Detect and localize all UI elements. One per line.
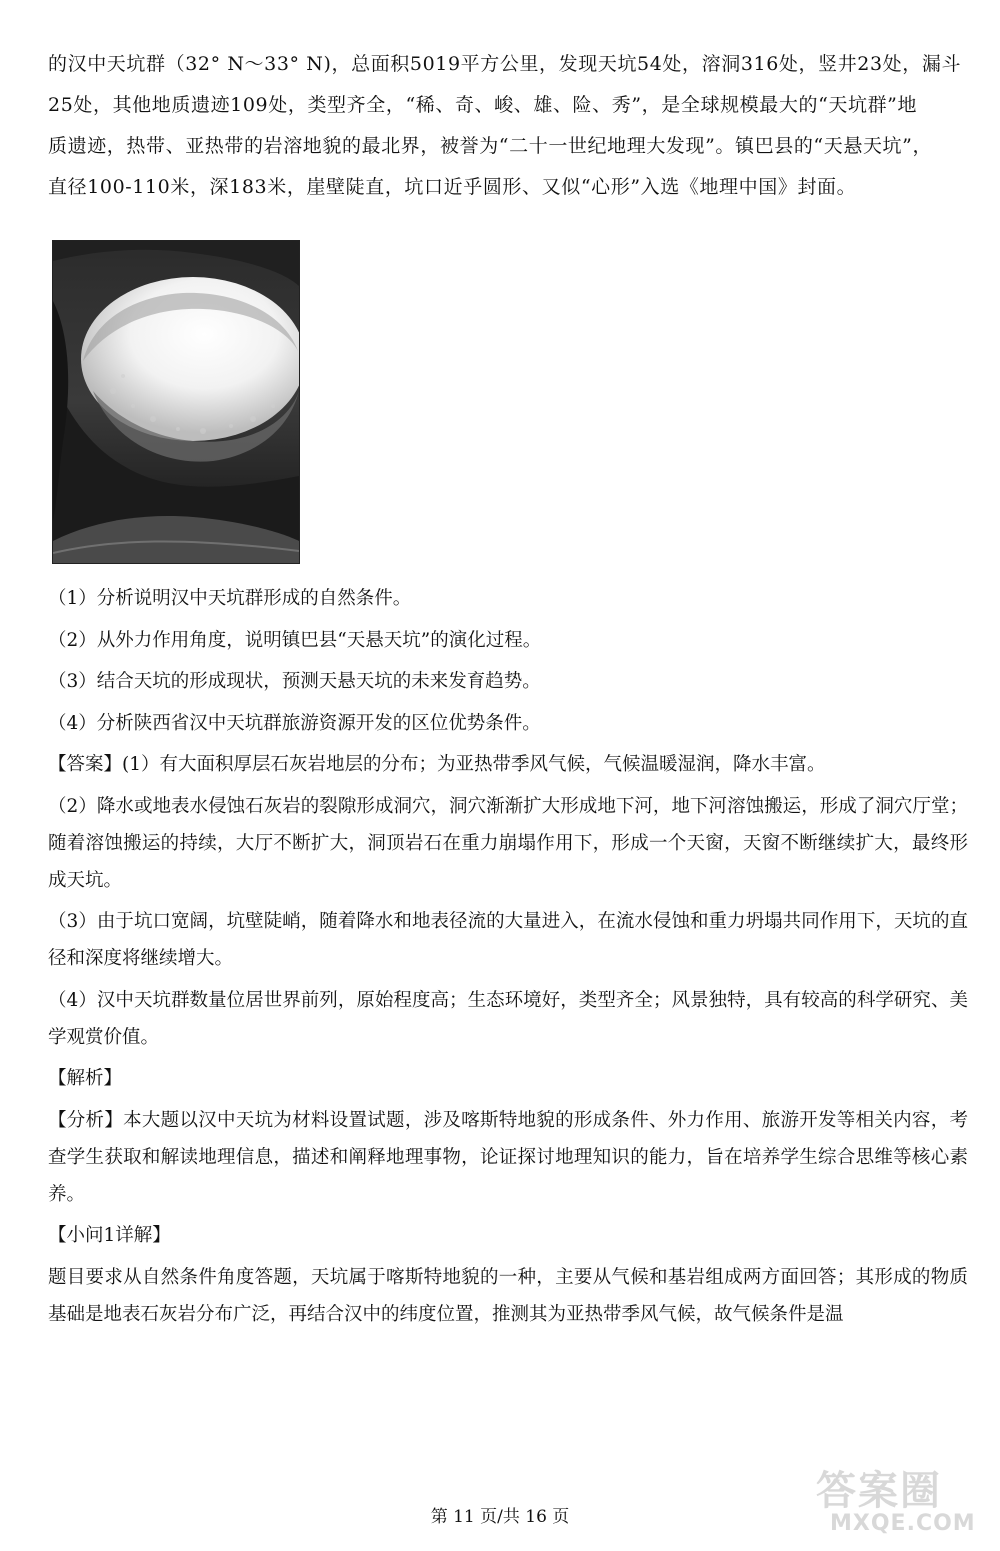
question-4: （4）分析陕西省汉中天坑群旅游资源开发的区位优势条件。 — [48, 712, 541, 734]
detail-text: 题目要求从自然条件角度答题，天坑属于喀斯特地貌的一种，主要从气候和基岩组成两方面回答；其形成的物质基础是地表石灰岩分布广泛，再结合汉中的纬度位置，推测其为亚热带季风气候，故气候条件是温 — [48, 1266, 968, 1325]
watermark-url: MXQE.COM — [830, 1511, 976, 1536]
answer-1: 【答案】(1）有大面积厚层石灰岩地层的分布；为亚热带季风气候，气候温暖湿润，降水丰富。 — [48, 754, 826, 775]
analysis-heading: 【解析】 — [48, 1068, 123, 1089]
detail-heading: 【小问1详解】 — [48, 1225, 171, 1246]
question-2: （2）从外力作用角度，说明镇巴县“天悬天坑”的演化过程。 — [48, 629, 542, 651]
intro-line: 的汉中天坑群（32° N～33° N)，总面积5019平方公里，发现天坑54处，溶洞316处，竖井23处，漏斗 — [48, 53, 962, 75]
page-footer: 第 11 页/共 16 页 — [430, 1507, 570, 1527]
sinkhole-photo — [52, 240, 300, 564]
analysis-intro: 【分析】本大题以汉中天坑为材料设置试题，涉及喀斯特地貌的形成条件、外力作用、旅游开发等相关内容，考查学生获取和解读地理信息，描述和阐释地理事物，论证探讨地理知识的能力，旨在培养学生综合思维等核心素养。 — [48, 1109, 968, 1205]
answer-3: （3）由于坑口宽阔，坑壁陡峭，随着降水和地表径流的大量进入，在流水侵蚀和重力坍塌共同作用下，天坑的直径和深度将继续增大。 — [48, 911, 968, 969]
intro-line: 直径100-110米，深183米，崖壁陡直，坑口近乎圆形、又似“心形”入选《地理中国》封面。 — [48, 176, 857, 198]
intro-paragraph — [48, 44, 968, 208]
answer-4: （4）汉中天坑群数量位居世界前列，原始程度高；生态环境好，类型齐全；风景独特，具有较高的科学研究、美学观赏价值。 — [48, 989, 968, 1048]
question-3: （3）结合天坑的形成现状，预测天悬天坑的未来发育趋势。 — [48, 671, 541, 692]
intro-line: 25处，其他地质遗迹109处，类型齐全，“稀、奇、峻、雄、险、秀”，是全球规模最大的“天坑群”地 — [48, 94, 918, 116]
watermark-logo — [808, 1455, 998, 1547]
intro-line: 质遗迹，热带、亚热带的岩溶地貌的最北界，被誉为“二十一世纪地理大发现”。镇巴县的“天悬天坑”， — [48, 135, 933, 157]
sinkhole-image — [53, 241, 299, 563]
question-answer-section — [48, 580, 968, 1337]
watermark-logo-text: 答案圈 — [816, 1468, 942, 1514]
question-1: （1）分析说明汉中天坑群形成的自然条件。 — [48, 588, 412, 609]
answer-2: （2）降水或地表水侵蚀石灰岩的裂隙形成洞穴，洞穴渐渐扩大形成地下河，地下河溶蚀搬运，形成了洞穴厅堂；随着溶蚀搬运的持续，大厅不断扩大，洞顶岩石在重力崩塌作用下，形成一个天窗，天窗不断继续扩大，最终形成天坑。 — [48, 795, 968, 891]
